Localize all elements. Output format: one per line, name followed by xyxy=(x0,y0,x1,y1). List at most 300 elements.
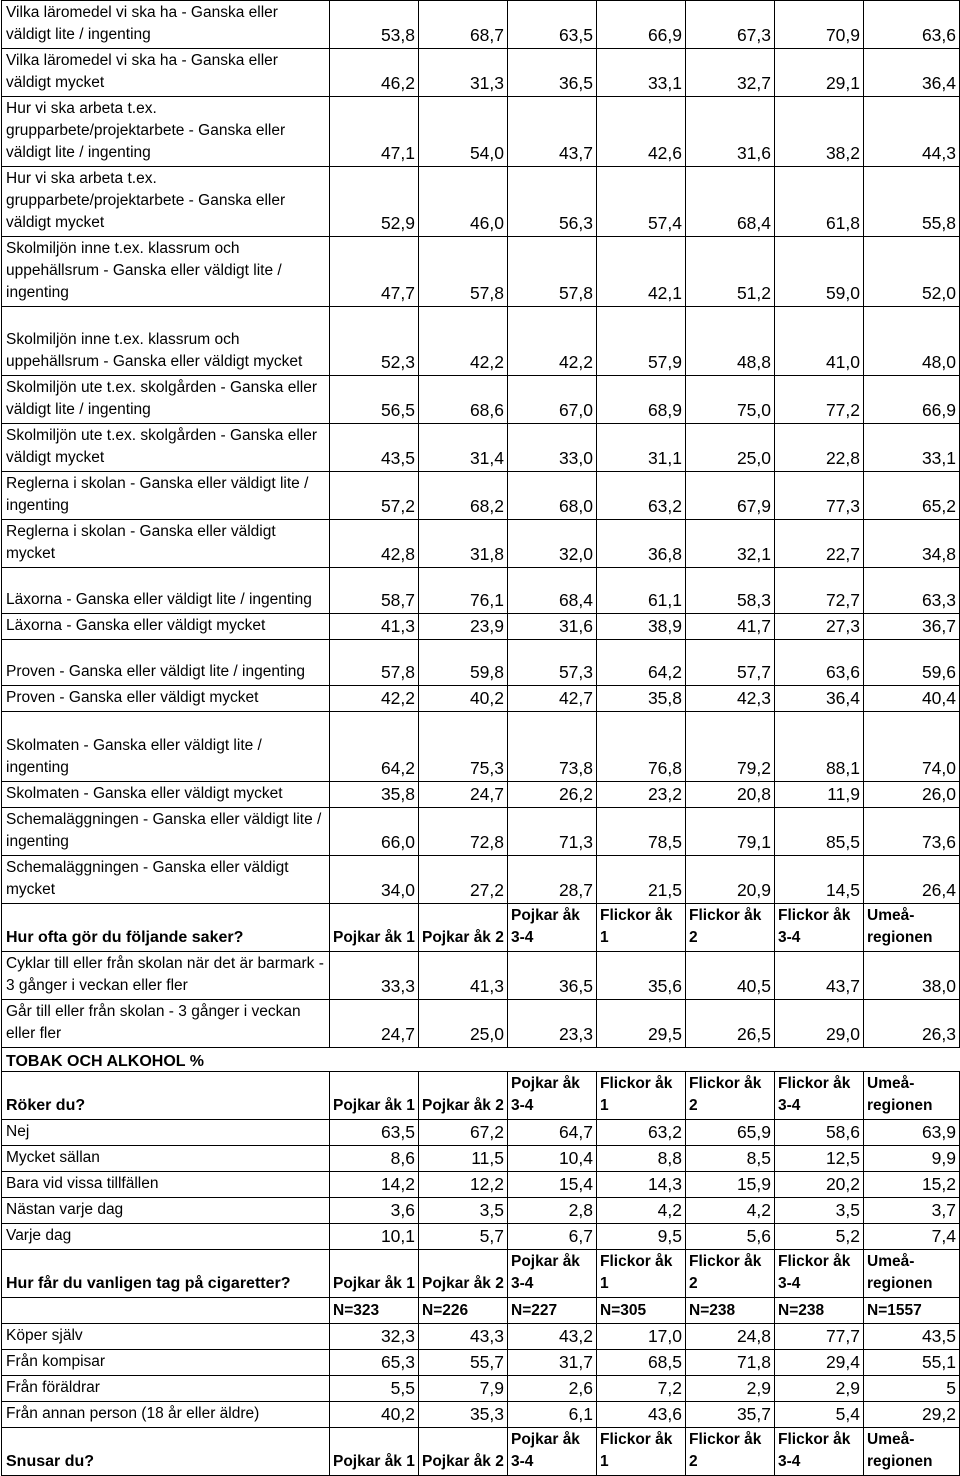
value-cell: 36,8 xyxy=(597,520,686,568)
value-cell: 21,5 xyxy=(597,856,686,904)
value-cell: 57,3 xyxy=(508,640,597,686)
value-cell: 23,3 xyxy=(508,1000,597,1048)
value-cell: 63,9 xyxy=(864,1120,960,1146)
value-cell: 65,3 xyxy=(330,1350,419,1376)
value-cell: 79,2 xyxy=(686,712,775,782)
value-cell: 7,9 xyxy=(419,1376,508,1402)
value-cell: 36,7 xyxy=(864,614,960,640)
value-cell: 35,3 xyxy=(419,1402,508,1428)
value-cell: 33,3 xyxy=(330,952,419,1000)
value-cell: 57,8 xyxy=(508,237,597,307)
value-cell: 42,2 xyxy=(419,307,508,376)
column-header: Pojkar åk 1 xyxy=(330,1428,419,1476)
value-cell: 43,5 xyxy=(330,424,419,472)
value-cell: 55,8 xyxy=(864,167,960,237)
value-cell: 17,0 xyxy=(597,1324,686,1350)
value-cell: 38,2 xyxy=(775,97,864,167)
value-cell: 22,8 xyxy=(775,424,864,472)
value-cell: 75,0 xyxy=(686,376,775,424)
value-cell: 31,6 xyxy=(508,614,597,640)
value-cell: 55,7 xyxy=(419,1350,508,1376)
value-cell: 52,3 xyxy=(330,307,419,376)
value-cell: 57,7 xyxy=(686,640,775,686)
row-label: Från föräldrar xyxy=(2,1376,330,1402)
row-label: Vilka läromedel vi ska ha - Ganska eller väldigt mycket xyxy=(2,49,330,97)
value-cell: 59,8 xyxy=(419,640,508,686)
value-cell: 3,5 xyxy=(419,1198,508,1224)
value-cell: 67,2 xyxy=(419,1120,508,1146)
value-cell: 36,5 xyxy=(508,49,597,97)
value-cell: 59,6 xyxy=(864,640,960,686)
column-header: Flickor åk 3-4 xyxy=(775,904,864,952)
value-cell: 26,4 xyxy=(864,856,960,904)
column-header: Pojkar åk 2 xyxy=(419,1072,508,1120)
value-cell: 79,1 xyxy=(686,808,775,856)
value-cell: 59,0 xyxy=(775,237,864,307)
value-cell: 68,2 xyxy=(419,472,508,520)
value-cell: 26,0 xyxy=(864,782,960,808)
table-row xyxy=(2,376,960,424)
sample-size-cell: N=238 xyxy=(686,1298,775,1324)
value-cell: 4,2 xyxy=(597,1198,686,1224)
value-cell: 2,9 xyxy=(686,1376,775,1402)
column-header: Pojkar åk 1 xyxy=(330,1072,419,1120)
sample-size-cell: N=226 xyxy=(419,1298,508,1324)
row-label: Skolmiljön inne t.ex. klassrum och uppehällsrum - Ganska eller väldigt lite / ingenting xyxy=(2,237,330,307)
value-cell: 58,6 xyxy=(775,1120,864,1146)
row-label: Läxorna - Ganska eller väldigt mycket xyxy=(2,614,330,640)
value-cell: 52,9 xyxy=(330,167,419,237)
value-cell: 29,5 xyxy=(597,1000,686,1048)
value-cell: 25,0 xyxy=(686,424,775,472)
value-cell: 66,0 xyxy=(330,808,419,856)
value-cell: 63,5 xyxy=(330,1120,419,1146)
value-cell: 29,1 xyxy=(775,49,864,97)
column-header: Flickor åk 2 xyxy=(686,1250,775,1298)
empty-cell xyxy=(2,1298,330,1324)
value-cell: 31,1 xyxy=(597,424,686,472)
value-cell: 27,3 xyxy=(775,614,864,640)
value-cell: 31,7 xyxy=(508,1350,597,1376)
value-cell: 42,1 xyxy=(597,237,686,307)
value-cell: 68,5 xyxy=(597,1350,686,1376)
row-label: Nästan varje dag xyxy=(2,1198,330,1224)
value-cell: 5,7 xyxy=(419,1224,508,1250)
value-cell: 51,2 xyxy=(686,237,775,307)
column-header: Pojkar åk 3-4 xyxy=(508,1250,597,1298)
row-label: Från kompisar xyxy=(2,1350,330,1376)
value-cell: 71,3 xyxy=(508,808,597,856)
value-cell: 57,2 xyxy=(330,472,419,520)
value-cell: 55,1 xyxy=(864,1350,960,1376)
value-cell: 5,2 xyxy=(775,1224,864,1250)
column-header: Pojkar åk 3-4 xyxy=(508,1428,597,1476)
value-cell: 26,5 xyxy=(686,1000,775,1048)
value-cell: 35,7 xyxy=(686,1402,775,1428)
value-cell: 43,5 xyxy=(864,1324,960,1350)
sample-size-cell: N=323 xyxy=(330,1298,419,1324)
row-label: Cyklar till eller från skolan när det är barmark - 3 gånger i veckan eller fler xyxy=(2,952,330,1000)
value-cell: 15,2 xyxy=(864,1172,960,1198)
value-cell: 8,8 xyxy=(597,1146,686,1172)
row-label: Schemaläggningen - Ganska eller väldigt lite / ingenting xyxy=(2,808,330,856)
value-cell: 85,5 xyxy=(775,808,864,856)
value-cell: 41,3 xyxy=(419,952,508,1000)
row-label: Skolmaten - Ganska eller väldigt lite / ingenting xyxy=(2,712,330,782)
value-cell: 68,4 xyxy=(508,568,597,614)
value-cell: 67,9 xyxy=(686,472,775,520)
value-cell: 23,9 xyxy=(419,614,508,640)
row-label: Skolmaten - Ganska eller väldigt mycket xyxy=(2,782,330,808)
table-row xyxy=(2,1,960,49)
value-cell: 67,0 xyxy=(508,376,597,424)
value-cell: 73,8 xyxy=(508,712,597,782)
value-cell: 10,4 xyxy=(508,1146,597,1172)
row-label: Bara vid vissa tillfällen xyxy=(2,1172,330,1198)
empty-cell xyxy=(330,1048,960,1072)
value-cell: 47,7 xyxy=(330,237,419,307)
value-cell: 23,2 xyxy=(597,782,686,808)
value-cell: 71,8 xyxy=(686,1350,775,1376)
value-cell: 63,6 xyxy=(864,1,960,49)
value-cell: 57,8 xyxy=(330,640,419,686)
value-cell: 41,0 xyxy=(775,307,864,376)
row-label: Hur vi ska arbeta t.ex. grupparbete/projektarbete - Ganska eller väldigt lite / ingenting xyxy=(2,97,330,167)
row-label: Schemaläggningen - Ganska eller väldigt mycket xyxy=(2,856,330,904)
value-cell: 26,2 xyxy=(508,782,597,808)
value-cell: 15,9 xyxy=(686,1172,775,1198)
value-cell: 28,7 xyxy=(508,856,597,904)
column-header: Flickor åk 1 xyxy=(597,1072,686,1120)
column-header-row xyxy=(2,1428,960,1476)
value-cell: 44,3 xyxy=(864,97,960,167)
value-cell: 26,3 xyxy=(864,1000,960,1048)
value-cell: 77,2 xyxy=(775,376,864,424)
row-label: Reglerna i skolan - Ganska eller väldigt lite / ingenting xyxy=(2,472,330,520)
row-label: Vilka läromedel vi ska ha - Ganska eller väldigt lite / ingenting xyxy=(2,1,330,49)
sample-size-cell: N=305 xyxy=(597,1298,686,1324)
column-header: Pojkar åk 1 xyxy=(330,1250,419,1298)
value-cell: 35,8 xyxy=(597,686,686,712)
table-row xyxy=(2,952,960,1000)
table-row xyxy=(2,1350,960,1376)
value-cell: 11,5 xyxy=(419,1146,508,1172)
value-cell: 42,3 xyxy=(686,686,775,712)
value-cell: 57,8 xyxy=(419,237,508,307)
table-row xyxy=(2,1000,960,1048)
column-header: Flickor åk 2 xyxy=(686,904,775,952)
value-cell: 40,2 xyxy=(419,686,508,712)
value-cell: 33,1 xyxy=(597,49,686,97)
table-row xyxy=(2,520,960,568)
value-cell: 57,4 xyxy=(597,167,686,237)
value-cell: 20,9 xyxy=(686,856,775,904)
table-row xyxy=(2,640,960,686)
sample-size-row xyxy=(2,1298,960,1324)
value-cell: 76,8 xyxy=(597,712,686,782)
value-cell: 15,4 xyxy=(508,1172,597,1198)
column-header: Flickor åk 1 xyxy=(597,1250,686,1298)
value-cell: 67,3 xyxy=(686,1,775,49)
row-label: Hur vi ska arbeta t.ex. grupparbete/projektarbete - Ganska eller väldigt mycket xyxy=(2,167,330,237)
column-header: Pojkar åk 3-4 xyxy=(508,1072,597,1120)
value-cell: 3,6 xyxy=(330,1198,419,1224)
table-row xyxy=(2,1324,960,1350)
table-row xyxy=(2,1198,960,1224)
value-cell: 42,2 xyxy=(330,686,419,712)
column-header: Flickor åk 1 xyxy=(597,904,686,952)
column-header-row xyxy=(2,904,960,952)
value-cell: 68,6 xyxy=(419,376,508,424)
table-row xyxy=(2,472,960,520)
column-header: Umeå-regionen xyxy=(864,1072,960,1120)
sample-size-cell: N=1557 xyxy=(864,1298,960,1324)
value-cell: 41,7 xyxy=(686,614,775,640)
value-cell: 12,2 xyxy=(419,1172,508,1198)
value-cell: 57,9 xyxy=(597,307,686,376)
value-cell: 43,6 xyxy=(597,1402,686,1428)
value-cell: 38,9 xyxy=(597,614,686,640)
value-cell: 5,6 xyxy=(686,1224,775,1250)
value-cell: 46,0 xyxy=(419,167,508,237)
value-cell: 56,5 xyxy=(330,376,419,424)
value-cell: 76,1 xyxy=(419,568,508,614)
value-cell: 77,7 xyxy=(775,1324,864,1350)
value-cell: 2,8 xyxy=(508,1198,597,1224)
value-cell: 42,8 xyxy=(330,520,419,568)
value-cell: 43,2 xyxy=(508,1324,597,1350)
value-cell: 7,4 xyxy=(864,1224,960,1250)
value-cell: 68,7 xyxy=(419,1,508,49)
table-row xyxy=(2,307,960,376)
value-cell: 8,6 xyxy=(330,1146,419,1172)
sample-size-cell: N=238 xyxy=(775,1298,864,1324)
value-cell: 72,8 xyxy=(419,808,508,856)
value-cell: 75,3 xyxy=(419,712,508,782)
row-label: Skolmiljön ute t.ex. skolgården - Ganska eller väldigt lite / ingenting xyxy=(2,376,330,424)
table-row xyxy=(2,1224,960,1250)
value-cell: 58,3 xyxy=(686,568,775,614)
row-label: Köper själv xyxy=(2,1324,330,1350)
value-cell: 11,9 xyxy=(775,782,864,808)
value-cell: 35,8 xyxy=(330,782,419,808)
value-cell: 32,7 xyxy=(686,49,775,97)
value-cell: 34,0 xyxy=(330,856,419,904)
value-cell: 31,6 xyxy=(686,97,775,167)
value-cell: 5 xyxy=(864,1376,960,1402)
value-cell: 61,8 xyxy=(775,167,864,237)
value-cell: 9,5 xyxy=(597,1224,686,1250)
value-cell: 4,2 xyxy=(686,1198,775,1224)
column-header-row xyxy=(2,1250,960,1298)
column-header: Pojkar åk 2 xyxy=(419,1428,508,1476)
value-cell: 32,3 xyxy=(330,1324,419,1350)
value-cell: 47,1 xyxy=(330,97,419,167)
row-label: Läxorna - Ganska eller väldigt lite / ingenting xyxy=(2,568,330,614)
value-cell: 29,2 xyxy=(864,1402,960,1428)
value-cell: 5,4 xyxy=(775,1402,864,1428)
question-heading: Hur får du vanligen tag på cigaretter? xyxy=(2,1250,330,1298)
column-header: Flickor åk 3-4 xyxy=(775,1250,864,1298)
table-row xyxy=(2,1120,960,1146)
value-cell: 64,2 xyxy=(330,712,419,782)
value-cell: 63,2 xyxy=(597,472,686,520)
row-label: Går till eller från skolan - 3 gånger i veckan eller fler xyxy=(2,1000,330,1048)
value-cell: 35,6 xyxy=(597,952,686,1000)
value-cell: 34,8 xyxy=(864,520,960,568)
question-heading: Röker du? xyxy=(2,1072,330,1120)
column-header: Flickor åk 1 xyxy=(597,1428,686,1476)
row-label: Skolmiljön ute t.ex. skolgården - Ganska eller väldigt mycket xyxy=(2,424,330,472)
table-row xyxy=(2,782,960,808)
value-cell: 48,8 xyxy=(686,307,775,376)
value-cell: 56,3 xyxy=(508,167,597,237)
value-cell: 43,7 xyxy=(775,952,864,1000)
value-cell: 14,5 xyxy=(775,856,864,904)
value-cell: 40,4 xyxy=(864,686,960,712)
value-cell: 25,0 xyxy=(419,1000,508,1048)
value-cell: 20,8 xyxy=(686,782,775,808)
value-cell: 41,3 xyxy=(330,614,419,640)
value-cell: 6,1 xyxy=(508,1402,597,1428)
value-cell: 68,0 xyxy=(508,472,597,520)
value-cell: 48,0 xyxy=(864,307,960,376)
row-label: Varje dag xyxy=(2,1224,330,1250)
question-heading: Hur ofta gör du följande saker? xyxy=(2,904,330,952)
value-cell: 43,7 xyxy=(508,97,597,167)
value-cell: 3,7 xyxy=(864,1198,960,1224)
value-cell: 61,1 xyxy=(597,568,686,614)
value-cell: 73,6 xyxy=(864,808,960,856)
value-cell: 24,7 xyxy=(419,782,508,808)
value-cell: 54,0 xyxy=(419,97,508,167)
value-cell: 63,3 xyxy=(864,568,960,614)
value-cell: 52,0 xyxy=(864,237,960,307)
value-cell: 38,0 xyxy=(864,952,960,1000)
table-row xyxy=(2,97,960,167)
value-cell: 31,4 xyxy=(419,424,508,472)
value-cell: 68,4 xyxy=(686,167,775,237)
table-row xyxy=(2,686,960,712)
value-cell: 3,5 xyxy=(775,1198,864,1224)
row-label: Mycket sällan xyxy=(2,1146,330,1172)
value-cell: 22,7 xyxy=(775,520,864,568)
value-cell: 58,7 xyxy=(330,568,419,614)
value-cell: 7,2 xyxy=(597,1376,686,1402)
column-header: Flickor åk 3-4 xyxy=(775,1072,864,1120)
value-cell: 36,4 xyxy=(864,49,960,97)
value-cell: 68,9 xyxy=(597,376,686,424)
value-cell: 29,0 xyxy=(775,1000,864,1048)
value-cell: 10,1 xyxy=(330,1224,419,1250)
value-cell: 32,0 xyxy=(508,520,597,568)
table-row xyxy=(2,856,960,904)
column-header: Flickor åk 2 xyxy=(686,1072,775,1120)
column-header: Pojkar åk 3-4 xyxy=(508,904,597,952)
value-cell: 5,5 xyxy=(330,1376,419,1402)
table-row xyxy=(2,568,960,614)
value-cell: 43,3 xyxy=(419,1324,508,1350)
value-cell: 66,9 xyxy=(864,376,960,424)
value-cell: 24,7 xyxy=(330,1000,419,1048)
table-row xyxy=(2,614,960,640)
value-cell: 42,7 xyxy=(508,686,597,712)
value-cell: 8,5 xyxy=(686,1146,775,1172)
table-row xyxy=(2,49,960,97)
value-cell: 74,0 xyxy=(864,712,960,782)
value-cell: 64,7 xyxy=(508,1120,597,1146)
column-header: Pojkar åk 1 xyxy=(330,904,419,952)
table-row xyxy=(2,1402,960,1428)
column-header-row xyxy=(2,1072,960,1120)
sample-size-cell: N=227 xyxy=(508,1298,597,1324)
value-cell: 20,2 xyxy=(775,1172,864,1198)
value-cell: 66,9 xyxy=(597,1,686,49)
section-row xyxy=(2,1048,960,1072)
table-row xyxy=(2,1172,960,1198)
column-header: Umeå-regionen xyxy=(864,1428,960,1476)
table-row xyxy=(2,1376,960,1402)
column-header: Pojkar åk 2 xyxy=(419,904,508,952)
value-cell: 53,8 xyxy=(330,1,419,49)
value-cell: 65,2 xyxy=(864,472,960,520)
row-label: Reglerna i skolan - Ganska eller väldigt mycket xyxy=(2,520,330,568)
value-cell: 42,6 xyxy=(597,97,686,167)
value-cell: 9,9 xyxy=(864,1146,960,1172)
table-row xyxy=(2,167,960,237)
row-label: Proven - Ganska eller väldigt mycket xyxy=(2,686,330,712)
row-label: Skolmiljön inne t.ex. klassrum och uppehällsrum - Ganska eller väldigt mycket xyxy=(2,307,330,376)
row-label: Proven - Ganska eller väldigt lite / ingenting xyxy=(2,640,330,686)
value-cell: 63,6 xyxy=(775,640,864,686)
column-header: Pojkar åk 2 xyxy=(419,1250,508,1298)
value-cell: 36,4 xyxy=(775,686,864,712)
value-cell: 63,2 xyxy=(597,1120,686,1146)
value-cell: 2,6 xyxy=(508,1376,597,1402)
value-cell: 77,3 xyxy=(775,472,864,520)
value-cell: 32,1 xyxy=(686,520,775,568)
value-cell: 40,2 xyxy=(330,1402,419,1428)
value-cell: 14,3 xyxy=(597,1172,686,1198)
column-header: Umeå-regionen xyxy=(864,904,960,952)
survey-table xyxy=(1,0,960,1476)
table-row xyxy=(2,808,960,856)
value-cell: 6,7 xyxy=(508,1224,597,1250)
value-cell: 27,2 xyxy=(419,856,508,904)
column-header: Flickor åk 2 xyxy=(686,1428,775,1476)
value-cell: 65,9 xyxy=(686,1120,775,1146)
table-row xyxy=(2,1146,960,1172)
value-cell: 33,0 xyxy=(508,424,597,472)
question-heading: Snusar du? xyxy=(2,1428,330,1476)
value-cell: 72,7 xyxy=(775,568,864,614)
value-cell: 88,1 xyxy=(775,712,864,782)
value-cell: 64,2 xyxy=(597,640,686,686)
value-cell: 31,3 xyxy=(419,49,508,97)
value-cell: 2,9 xyxy=(775,1376,864,1402)
column-header: Umeå-regionen xyxy=(864,1250,960,1298)
value-cell: 70,9 xyxy=(775,1,864,49)
table-row xyxy=(2,712,960,782)
column-header: Flickor åk 3-4 xyxy=(775,1428,864,1476)
value-cell: 63,5 xyxy=(508,1,597,49)
table-row xyxy=(2,237,960,307)
value-cell: 12,5 xyxy=(775,1146,864,1172)
value-cell: 14,2 xyxy=(330,1172,419,1198)
value-cell: 78,5 xyxy=(597,808,686,856)
value-cell: 24,8 xyxy=(686,1324,775,1350)
value-cell: 36,5 xyxy=(508,952,597,1000)
